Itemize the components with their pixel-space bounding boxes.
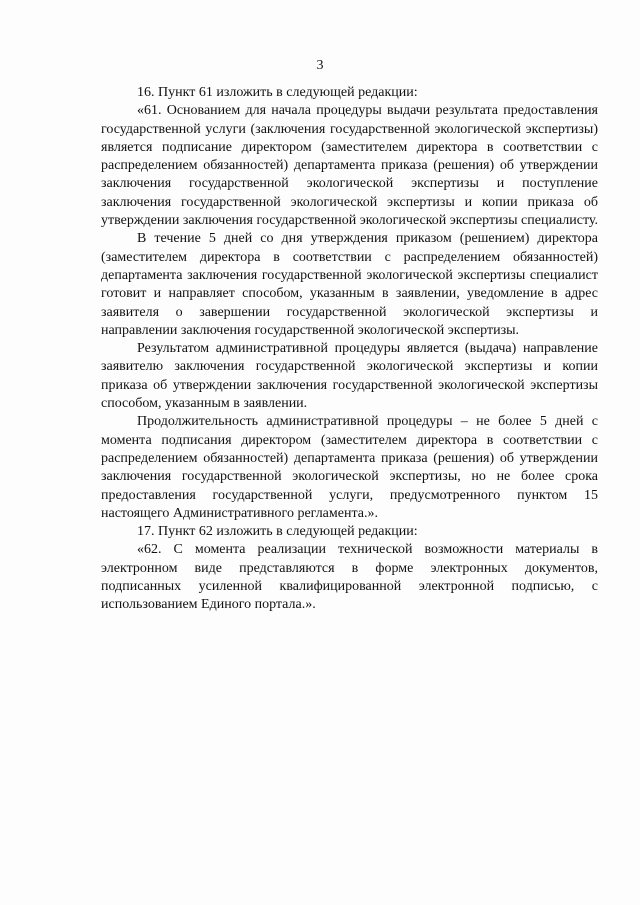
paragraph-notification-term: В течение 5 дней со дня утверждения приказом (решением) директора (заместителем директора в соответствии с распределением обязанностей) департамента заключения государственной экологической экспертизы специалист готовит и направляет способом, указанным в заявлении, уведомление в адрес заявителя о завершении государственной экологической экспертизы и направлении заключения государственной экологической экспертизы. <box>101 231 598 338</box>
paragraph-item-62-electronic: «62. С момента реализации технической возможности материалы в электронном виде представляются в форме электронных документов, подписанных усиленной квалифицированной электронной подписью, с использованием Единого портала.». <box>101 542 598 613</box>
page-number: 3 <box>316 58 324 73</box>
paragraph-item-16-heading: 16. Пункт 61 изложить в следующей редакции: <box>137 85 418 100</box>
document-body <box>101 84 598 615</box>
paragraph-procedure-duration: Продолжительность административной процедуры – не более 5 дней с момента подписания директором (заместителем директора в соответствии с распределением обязанностей) департамента приказа (решения) об утверждении заключения государственной экологической экспертизы, но не более срока предоставления государственной услуги, предусмотренного пунктом 15 настоящего Административного регламента.». <box>101 414 598 521</box>
paragraph-item-61-basis: «61. Основанием для начала процедуры выдачи результата предоставления государственной услуги (заключения государственной экологической экспертизы) является подписание директором (заместителем директора в соответствии с распределением обязанностей) департамента приказа (решения) об утверждении заключения государственной экологической экспертизы и поступление заключения государственной экологической экспертизы и копии приказа об утверждении заключения государственной экологической экспертизы специалисту. <box>101 103 599 229</box>
paragraph-procedure-result: Результатом административной процедуры является (выдача) направление заявителю заключения государственной экологической экспертизы и копии приказа об утверждении заключения государственной экологической экспертизы способом, указанным в заявлении. <box>101 341 598 412</box>
paragraph-item-17-heading: 17. Пункт 62 изложить в следующей редакции: <box>137 524 418 540</box>
